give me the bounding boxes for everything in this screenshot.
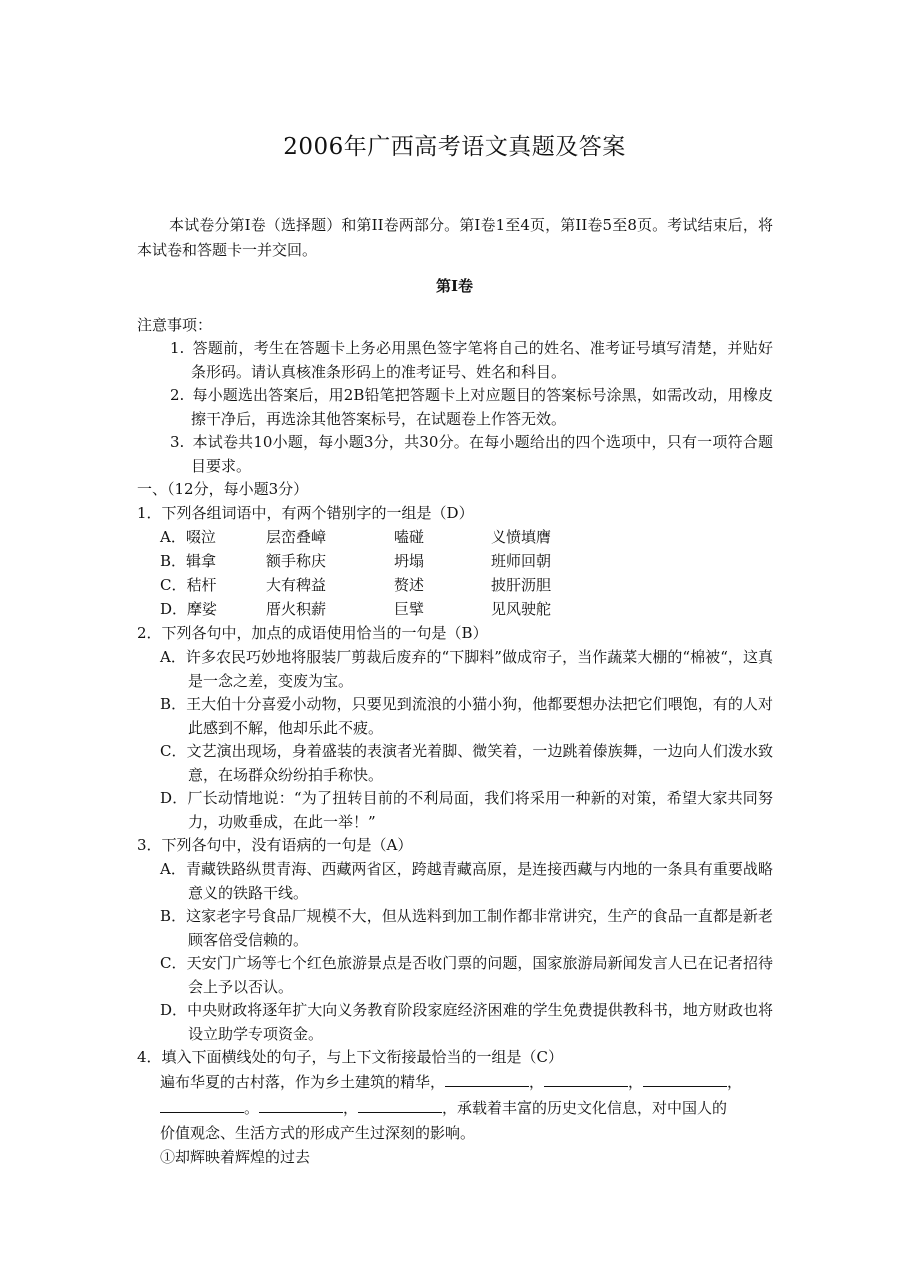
notice-item xyxy=(170,383,773,431)
question-2-option-a xyxy=(160,645,773,693)
question-3-option-a xyxy=(160,857,773,905)
question-4-choice-1: ①却辉映着辉煌的过去 xyxy=(160,1148,311,1166)
section-one-heading: 一、（12分，每小题3分） xyxy=(137,480,309,498)
option-cell: 见风驶舵 xyxy=(491,600,552,618)
passage-punct: ， xyxy=(628,1073,644,1091)
passage-punct: ， xyxy=(727,1073,743,1091)
answer-blank xyxy=(259,1098,343,1113)
option-text: 文艺演出现场，身着盛装的表演者光着脚、微笑着，一边跳着傣族舞，一边向人们泼水致意，在场群众纷纷拍手称快。 xyxy=(186,742,773,784)
option-cell: 额手称庆 xyxy=(266,552,327,570)
question-4-passage-line-3: 价值观念、生活方式的形成产生过深刻的影响。 xyxy=(160,1124,476,1142)
passage-text: ，承载着丰富的历史文化信息，对中国人的 xyxy=(442,1099,728,1117)
answer-blank xyxy=(544,1072,628,1087)
option-cell: 义愤填膺 xyxy=(491,528,552,546)
question-3-option-c xyxy=(160,951,773,999)
option-label: B． xyxy=(160,907,187,925)
option-label: C． xyxy=(160,742,187,760)
option-label: D． xyxy=(160,789,188,807)
option-label: B． xyxy=(160,695,187,713)
option-cell: A．啜泣 xyxy=(160,528,216,546)
question-1-option-row xyxy=(160,525,760,549)
notice-item-number: 2. xyxy=(170,386,185,404)
option-cell: D．摩娑 xyxy=(160,600,218,618)
question-2-option-c xyxy=(160,739,773,787)
option-label: C． xyxy=(160,954,187,972)
option-label: A． xyxy=(160,648,186,666)
question-3-stem: 3．下列各句中，没有语病的一句是（A） xyxy=(137,836,413,854)
notice-item xyxy=(170,336,773,384)
answer-blank xyxy=(643,1072,727,1087)
notice-item-text: 答题前，考生在答题卡上务必用黑色签字笔将自己的姓名、准考证号填写清楚，并贴好条形码。请认真核准条形码上的准考证号、姓名和科目。 xyxy=(191,339,773,381)
option-cell: 大有稗益 xyxy=(266,576,327,594)
option-text: 厂长动情地说：“为了扭转目前的不利局面，我们将采用一种新的对策，希望大家共同努力，功败垂成，在此一举！” xyxy=(187,789,773,831)
question-4-passage-line-1 xyxy=(160,1070,742,1095)
option-cell: C．秸杆 xyxy=(160,576,217,594)
question-1-option-row xyxy=(160,549,760,573)
question-2-option-b xyxy=(160,692,773,740)
question-3-option-d xyxy=(160,998,773,1046)
passage-punct: 。 xyxy=(244,1099,260,1117)
question-2-option-d xyxy=(160,786,773,834)
question-4-stem: 4．填入下面横线处的句子，与上下文衔接最恰当的一组是（C） xyxy=(137,1048,564,1066)
question-1-stem: 1．下列各组词语中，有两个错别字的一组是（D） xyxy=(137,504,474,522)
option-cell: 厝火积薪 xyxy=(266,600,327,618)
option-label: A． xyxy=(160,860,186,878)
question-3-option-b xyxy=(160,904,773,952)
option-cell: 层峦叠嶂 xyxy=(266,528,327,546)
answer-blank xyxy=(445,1072,529,1087)
option-cell: 坍塌 xyxy=(394,552,425,570)
option-cell: 披肝沥胆 xyxy=(491,576,552,594)
question-4-passage-line-2 xyxy=(160,1096,727,1121)
answer-blank xyxy=(358,1098,442,1113)
notice-heading: 注意事项： xyxy=(137,316,213,334)
option-cell: 嗑碰 xyxy=(394,528,425,546)
option-cell: 巨擘 xyxy=(394,600,425,618)
option-cell: 赘述 xyxy=(394,576,425,594)
question-2-stem: 2．下列各句中，加点的成语使用恰当的一句是（B） xyxy=(137,624,488,642)
option-text: 天安门广场等七个红色旅游景点是否收门票的问题，国家旅游局新闻发言人已在记者招待会上予以否认。 xyxy=(186,954,773,996)
option-text: 中央财政将逐年扩大向义务教育阶段家庭经济困难的学生免费提供教科书，地方财政也将设立助学专项资金。 xyxy=(187,1001,773,1043)
intro-paragraph: 本试卷分第Ⅰ卷（选择题）和第II卷两部分。第Ⅰ卷1至4页，第II卷5至8页。考试结束后，将本试卷和答题卡一并交回。 xyxy=(137,216,773,259)
option-cell: 班师回朝 xyxy=(491,552,552,570)
option-text: 王大伯十分喜爱小动物，只要见到流浪的小猫小狗，他都要想办法把它们喂饱，有的人对此感到不解，他却乐此不疲。 xyxy=(186,695,773,737)
answer-blank xyxy=(160,1098,244,1113)
option-text: 许多农民巧妙地将服装厂剪裁后废弃的“下脚料”做成帘子，当作蔬菜大棚的“棉被“，这真是一念之差，变废为宝。 xyxy=(185,648,773,690)
notice-item-number: 3. xyxy=(170,433,185,451)
notice-item-text: 本试卷共10小题，每小题3分，共30分。在每小题给出的四个选项中，只有一项符合题目要求。 xyxy=(191,433,773,475)
option-text: 这家老字号食品厂规模不大，但从选料到加工制作都非常讲究，生产的食品一直都是新老顾客倍受信赖的。 xyxy=(186,907,773,949)
notice-item-text: 每小题选出答案后，用2B铅笔把答题卡上对应题目的答案标号涂黑，如需改动，用橡皮擦干净后，再选涂其他答案标号，在试题卷上作答无效。 xyxy=(191,386,773,428)
passage-text: 遍布华夏的古村落，作为乡土建筑的精华， xyxy=(160,1073,446,1091)
question-1-option-row xyxy=(160,597,760,621)
part-one-title: 第Ⅰ卷 xyxy=(435,277,474,295)
document-title: 2006年广西高考语文真题及答案 xyxy=(283,134,626,160)
option-text: 青藏铁路纵贯青海、西藏两省区，跨越青藏高原，是连接西藏与内地的一条具有重要战略意义的铁路干线。 xyxy=(185,860,773,902)
notice-item xyxy=(170,430,773,478)
option-label: D． xyxy=(160,1001,188,1019)
passage-punct: ， xyxy=(529,1073,545,1091)
option-cell: B．辑拿 xyxy=(160,552,217,570)
notice-item-number: 1. xyxy=(170,339,185,357)
passage-punct: ， xyxy=(343,1099,359,1117)
question-1-option-row xyxy=(160,573,760,597)
